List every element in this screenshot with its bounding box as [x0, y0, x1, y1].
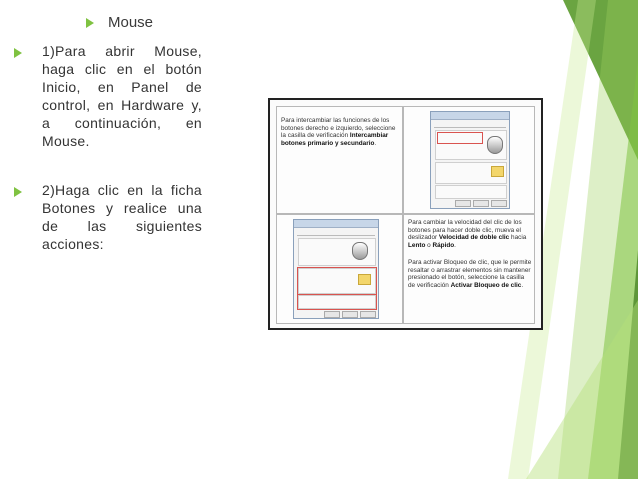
bullet-item-text: 2)Haga clic en la ficha Botones y realice una de las siguientes acciones: — [42, 182, 202, 252]
figure-cell-2 — [403, 106, 535, 214]
triangle-bullet-icon — [86, 18, 94, 28]
figure-cell-1-text: Para intercambiar las funciones de los botones derecho e izquierdo, seleccione la casilla de verificación Intercambiar botones primario y secundario. — [281, 117, 396, 147]
slide-title — [86, 14, 153, 31]
triangle-bullet-icon — [14, 48, 22, 58]
figure-cell-1 — [276, 106, 403, 214]
mouse-properties-dialog-image — [430, 111, 510, 209]
figure-cell-3 — [276, 214, 403, 324]
figure-cell-3-text: Para activar Bloqueo de clic, que le permite resaltar o arrastrar elementos sin mantener presionado el botón, seleccione la casilla de verificación Activar Bloqueo de clic. — [408, 259, 532, 289]
bullet-item-2 — [14, 181, 202, 253]
figure-cell-4 — [403, 214, 535, 324]
mouse-settings-figure — [268, 98, 543, 330]
triangle-bullet-icon — [14, 187, 22, 197]
slide-title-text: Mouse — [108, 14, 154, 31]
figure-cell-2-text: Para cambiar la velocidad del clic de los botones para hacer doble clic, mueva el deslizador Velocidad de doble clic hacia Lento o Rápido. — [408, 219, 527, 249]
bullet-item-1 — [14, 42, 202, 150]
bullet-item-text: 1)Para abrir Mouse, haga clic en el botón Inicio, en Panel de control, en Hardware y, a continuación, en Mouse. — [42, 43, 202, 149]
mouse-properties-dialog-image — [293, 219, 379, 319]
